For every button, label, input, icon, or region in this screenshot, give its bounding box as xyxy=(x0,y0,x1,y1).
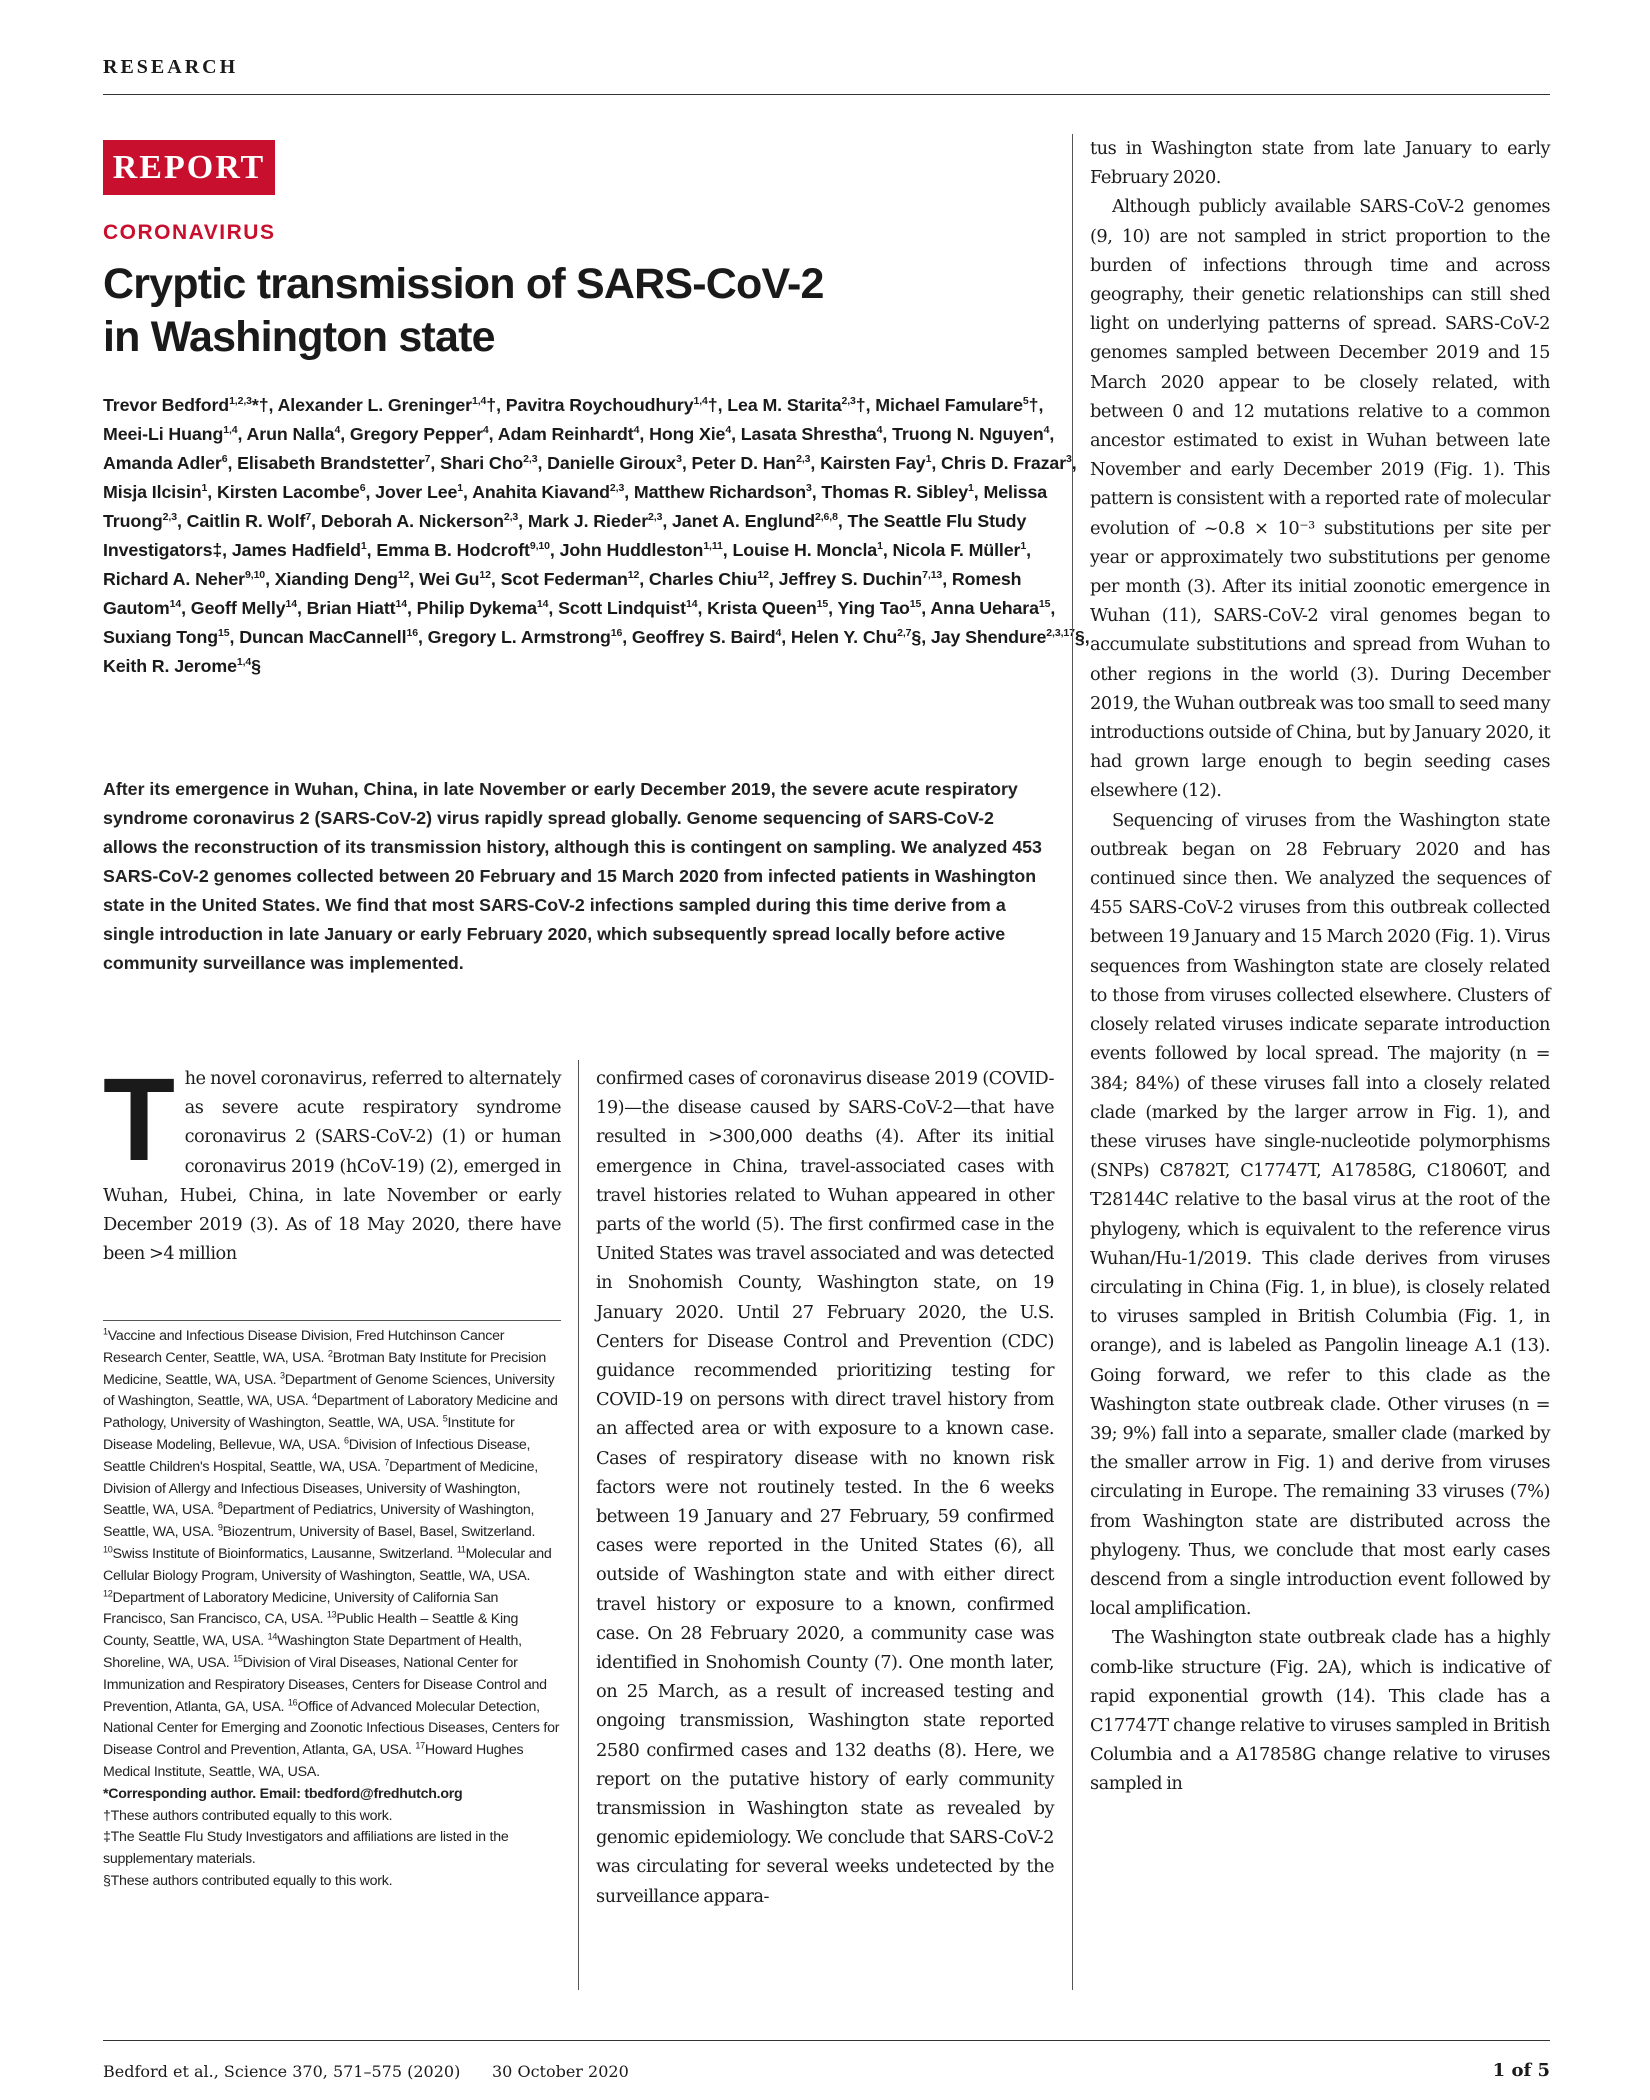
author-name: Anahita Kiavand xyxy=(472,482,610,502)
affiliation-text: Division of Viral Diseases, National Center for Immunization and Respiratory Diseases, Centers for Disease Control and Prevention, Atlanta, GA, USA. xyxy=(103,1654,547,1715)
author-affiliation-marker: 3 xyxy=(805,482,812,495)
author-name: Duncan MacCannell xyxy=(239,627,407,647)
author-affiliation-marker: 14 xyxy=(285,598,297,611)
column-rule xyxy=(578,1060,579,1990)
affiliation-number: 6 xyxy=(343,1435,349,1446)
author-name: Geoffrey S. Baird xyxy=(631,627,776,647)
author-name: Geoff Melly xyxy=(190,598,286,618)
author-affiliation-marker: 1,4 xyxy=(236,656,252,669)
section-label: RESEARCH xyxy=(103,56,239,78)
author-affiliation-marker: 3 xyxy=(676,453,682,466)
affiliation-text: Brotman Baty Institute for Precision Medicine, Seattle, WA, USA. xyxy=(103,1349,547,1388)
author-affiliation-marker: 6 xyxy=(221,453,228,466)
author-name: Jay Shendure xyxy=(930,627,1047,647)
author-name: Misja Ilcisin xyxy=(103,482,202,502)
author-note-marker: ‡ xyxy=(212,540,223,560)
author-affiliation-marker: 2,3 xyxy=(523,453,538,466)
author-name: Kairsten Fay xyxy=(820,453,926,473)
author-name: James Hadfield xyxy=(231,540,361,560)
affiliation-text: Department of Pediatrics, University of Washington, Seattle, WA, USA. xyxy=(103,1502,535,1541)
author-name: Richard A. Neher xyxy=(103,569,246,589)
body-paragraph: tus in Washington state from late January to early February 2020. xyxy=(1090,138,1550,189)
author-name: Ying Tao xyxy=(837,598,910,618)
affiliation-text: Biozentrum, University of Basel, Basel, Switzerland. xyxy=(222,1524,536,1541)
author-affiliation-marker: 3 xyxy=(1066,453,1072,466)
affiliation-text: Washington State Department of Health, Shoreline, WA, USA. xyxy=(103,1633,522,1671)
affiliation-number: 2 xyxy=(327,1348,333,1359)
author-name: Romesh Gautom xyxy=(103,569,1022,618)
affiliation-number: 14 xyxy=(267,1631,278,1642)
affiliation-number: 16 xyxy=(287,1696,298,1707)
author-name: Pavitra Roychoudhury xyxy=(505,395,694,415)
author-affiliation-marker: 7 xyxy=(424,453,431,466)
author-affiliation-marker: 2,3,17 xyxy=(1046,627,1075,640)
author-affiliation-marker: 1,11 xyxy=(703,540,723,553)
author-affiliation-marker: 15 xyxy=(816,598,829,611)
body-column-1 xyxy=(103,1054,561,1268)
affiliation-text: Office of Advanced Molecular Detection, National Center for Emerging and Zoonotic Infectious Diseases, Centers for Disease Control and Prevention, Atlanta, GA, USA. xyxy=(103,1698,560,1759)
affiliation-text: Public Health – Seattle & King County, Seattle, WA, USA. xyxy=(103,1611,519,1650)
author-note-marker: § xyxy=(251,656,261,676)
author-name: Lasata Shrestha xyxy=(740,424,877,444)
affiliations-footnote xyxy=(103,1326,563,1893)
author-name: Mark J. Rieder xyxy=(527,511,649,531)
author-note-marker: † xyxy=(486,395,497,415)
affiliation-rule xyxy=(103,1320,561,1321)
author-name: Scot Federman xyxy=(500,569,628,589)
author-note-marker: † xyxy=(1028,395,1039,415)
author-affiliation-marker: 15 xyxy=(1038,598,1051,611)
author-name: Suxiang Tong xyxy=(103,627,219,647)
author-affiliation-marker: 1 xyxy=(457,482,464,495)
author-name: Scott Lindquist xyxy=(558,598,686,618)
author-affiliation-marker: 4 xyxy=(482,424,489,437)
author-name: Michael Famulare xyxy=(875,395,1023,415)
drop-cap: T xyxy=(103,1054,175,1186)
affiliation-number: 9 xyxy=(217,1522,223,1533)
affiliation-text: Institute for Disease Modeling, Bellevue, WA, USA. xyxy=(103,1415,515,1453)
body-paragraph: confirmed cases of coronavirus disease 2019 (COVID-19)—the disease caused by SARS-CoV-2—that have resulted in >300,000 deaths (4). After its initial emergence in China, travel-associated cases with travel histories related to Wuhan appeared in other parts of the world (5). The first confirmed case in the United States was travel associated and was detected in Snohomish County, Washington state, on 19 January 2020. Until 27 February 2020, the U.S. Centers for Disease Control and Prevention (CDC) guidance recommended prioritizing testing for COVID-19 on persons with direct travel history from an affected area or with exposure to a known case. Cases of respiratory disease with no known risk factors were not routinely tested. In the 6 weeks between 19 January and 27 February, 59 confirmed cases were reported in the United States (6), all outside of Washington state and with either direct travel history or exposure to a known, confirmed case. On 28 February 2020, a community case was identified in Snohomish County (7). One month later, on 25 March, as a result of increased testing and ongoing transmission, Washington state reported 2580 confirmed cases and 132 deaths (8). Here, we report on the putative history of early community transmission in Washington state as revealed by genomic epidemiology. We conclude that SARS-CoV-2 was circulating for several weeks undetected by the surveillance appara- xyxy=(596,1068,1054,1907)
author-affiliation-marker: 1 xyxy=(201,482,208,495)
author-name: Xianding Deng xyxy=(274,569,398,589)
author-affiliation-marker: 1 xyxy=(877,540,883,553)
author-affiliation-marker: 7 xyxy=(305,511,312,524)
author-affiliation-marker: 2,7 xyxy=(897,627,912,640)
author-name: The Seattle Flu Study Investigators xyxy=(103,511,1027,560)
author-name: Krista Queen xyxy=(707,598,817,618)
author-name: Gregory L. Armstrong xyxy=(427,627,611,647)
affiliation-text: Swiss Institute of Bioinformatics, Lausanne, Switzerland. xyxy=(112,1545,457,1562)
affiliation-number: 5 xyxy=(442,1413,448,1424)
affiliation-text: Molecular and Cellular Biology Program, University of Washington, Seattle, WA, USA. xyxy=(103,1545,552,1584)
author-affiliation-marker: 1 xyxy=(360,540,367,553)
affiliation-number: 12 xyxy=(103,1587,113,1598)
author-affiliation-marker: 4 xyxy=(633,424,640,437)
author-affiliation-marker: 2,3 xyxy=(796,453,811,466)
affiliation-text: Division of Infectious Disease, Seattle Children's Hospital, Seattle, WA, USA. xyxy=(103,1436,531,1475)
footer-rule xyxy=(103,2040,1550,2041)
affiliation-text: Department of Medicine, Division of Allergy and Infectious Diseases, University of Washington, Seattle, WA, USA. xyxy=(103,1458,538,1519)
affiliation-number: 3 xyxy=(279,1369,285,1380)
author-name: Keith R. Jerome xyxy=(103,656,237,676)
author-note-marker: § xyxy=(1074,627,1085,647)
author-affiliation-marker: 9,10 xyxy=(529,540,550,553)
author-name: Lea M. Starita xyxy=(727,395,842,415)
affiliation-number: 8 xyxy=(217,1500,223,1511)
article-title: Cryptic transmission of SARS-CoV-2 in Washington state xyxy=(103,260,824,361)
author-note-marker: § xyxy=(911,627,922,647)
author-name: Trevor Bedford xyxy=(103,395,230,415)
author-affiliation-marker: 14 xyxy=(395,598,407,611)
author-affiliation-marker: 4 xyxy=(334,424,341,437)
body-paragraph: Sequencing of viruses from the Washington state outbreak began on 28 February 2020 and has continued since then. We analyzed the sequences of 455 SARS-CoV-2 viruses from this outbreak collected between 19 January and 15 March 2020 (Fig. 1). Virus sequences from Washington state are closely related to those from viruses collected elsewhere. Clusters of closely related viruses indicate separate introduction events followed by local spread. The majority (n = 384; 84%) of these viruses fall into a closely related clade (marked by the larger arrow in Fig. 1), and these viruses have single-nucleotide polymorphisms (SNPs) C8782T, C17747T, A17858G, C18060T, and T28144C relative to the basal virus at the root of the phylogeny, which is equivalent to the reference virus Wuhan/Hu-1/2019. This clade derives from viruses circulating in China (Fig. 1, in blue), is closely related to viruses sampled in British Columbia (Fig. 1, in orange), and is labeled as Pangolin lineage A.1 (13). Going forward, we refer to this clade as the Washington state outbreak clade. Other viruses (n = 39; 9%) fall into a separate, smaller clade (marked by the smaller arrow in Fig. 1) and derive from viruses circulating in Europe. The remaining 33 viruses (7%) from Washington state are distributed across the phylogeny. Thus, we conclude that most early cases descend from a single introduction event followed by local amplification. xyxy=(1090,809,1550,1620)
author-name: Truong N. Nguyen xyxy=(892,424,1044,444)
author-name: Nicola F. Müller xyxy=(892,540,1021,560)
author-affiliation-marker: 4 xyxy=(725,424,732,437)
author-name: Alexander L. Greninger xyxy=(277,395,472,415)
author-note-marker: † xyxy=(707,395,718,415)
author-note-marker: † xyxy=(855,395,866,415)
author-affiliation-marker: 2,3 xyxy=(162,511,177,524)
abstract: After its emergence in Wuhan, China, in late November or early December 2019, the severe acute respiratory syndrome coronavirus 2 (SARS-CoV-2) virus rapidly spread globally. Genome sequencing of SARS-CoV-2 allows the reconstruction of its transmission history, although this is contingent on sampling. We analyzed 453 SARS-CoV-2 genomes collected between 20 February and 15 March 2020 from infected patients in Washington state in the United States. We find that most SARS-CoV-2 infections sampled during this time derive from a single introduction in late January or early February 2020, which subsequently spread locally before active community surveillance was implemented. xyxy=(103,779,1042,973)
author-name: Janet A. Englund xyxy=(672,511,815,531)
author-affiliation-marker: 7,13 xyxy=(922,569,943,582)
body-paragraph: The Washington state outbreak clade has a highly comb-like structure (Fig. 2A), which is indicative of rapid exponential growth (14). This clade has a C17747T change relative to viruses sampled in British Columbia and a A17858G change relative to viruses sampled in xyxy=(1090,1627,1550,1795)
author-affiliation-marker: 1 xyxy=(1020,540,1027,553)
author-name: Charles Chiu xyxy=(648,569,758,589)
author-affiliation-marker: 9,10 xyxy=(245,569,266,582)
author-name: Amanda Adler xyxy=(103,453,222,473)
author-name: Meei-Li Huang xyxy=(103,424,224,444)
author-affiliation-marker: 16 xyxy=(406,627,418,640)
author-name: Hong Xie xyxy=(649,424,726,444)
author-name: Anna Uehara xyxy=(930,598,1039,618)
author-name: Louise H. Moncla xyxy=(732,540,878,560)
body-paragraph: Although publicly available SARS-CoV-2 genomes (9, 10) are not sampled in strict proportion to the burden of infections through time and across geography, their genetic relationships can still shed light on underlying patterns of spread. SARS-CoV-2 genomes sampled between December 2019 and 15 March 2020 appear to be closely related, with between 0 and 12 mutations relative to a common ancestor estimated to exist in Wuhan between late November and early December 2019 (Fig. 1). This pattern is consistent with a reported rate of molecular evolution of ~0.8 × 10⁻³ substitutions per site per year or approximately two substitutions per genome per month (3). After its initial zoonotic emergence in Wuhan (11), SARS-CoV-2 viral genomes began to accumulate substitutions and spread from Wuhan to other regions in the world (3). During December 2019, the Wuhan outbreak was too small to seed many introductions outside of China, but by January 2020, it had grown large enough to begin seeding cases elsewhere (12). xyxy=(1090,196,1550,802)
affiliation-list xyxy=(103,1326,563,1784)
author-name: Wei Gu xyxy=(419,569,480,589)
footer-citation: Bedford et al., Science 370, 571–575 (2020) xyxy=(103,2062,461,2081)
corresponding-author: *Corresponding author. Email: tbedford@fredhutch.org xyxy=(103,1785,463,1802)
author-name: Adam Reinhardt xyxy=(497,424,634,444)
affiliation-number: 7 xyxy=(384,1457,390,1468)
author-affiliation-marker: 1,4 xyxy=(223,424,238,437)
report-badge: REPORT xyxy=(103,140,275,195)
author-name: Emma B. Hodcroft xyxy=(376,540,530,560)
footnote-dagger: †These authors contributed equally to this work. xyxy=(103,1807,393,1824)
author-name: Peter D. Han xyxy=(691,453,797,473)
author-list: Trevor Bedford$^{1,2,3}$*†, Alexander L. Greninger$^{1,4}$†, Pavitra Roychoudhury$^{1,4}$†, Lea M. Starita$^{2,3}$†, Michael Famulare$^5$†, Meei-Li Huang$^{1,4}$, Arun Nalla$^4$, Gregory Pepper$^4$, Adam Reinhardt$^4$, Hong Xie$^4$, Lasata Shrestha$^4$, Truong N. Nguyen$^4$, Amanda Adler$^6$, Elisabeth Brandstetter$^7$, Shari Cho$^{2,3}$, Danielle Giroux$^3$, Peter D. Han$^{2,3}$, Kairsten Fay$^1$, Chris D. Frazar$^3$, Misja Ilcisin$^1$, Kirsten Lacombe$^6$, Jover Lee$^1$, Anahita Kiavand$^{2,3}$, Matthew Richardson$^3$, Thomas R. Sibley$^1$, Melissa Truong$^{2,3}$, Caitlin R. Wolf$^7$, Deborah A. Nickerson$^{2,3}$, Mark J. Rieder$^{2,3}$, Janet A. Englund$^{2,6,8}$, The Seattle Flu Study Investigators‡, James Hadfield$^1$, Emma B. Hodcroft$^{9,10}$, John Huddleston$^{1,11}$, Louise H. Moncla$^1$, Nicola F. Müller$^1$, Richard A. Neher$^{9,10}$, Xianding Deng$^{12}$, Wei Gu$^{12}$, Scot Federman$^{12}$, Charles Chiu$^{12}$, Jeffrey S. Duchin$^{7,13}$, Romesh Gautom$^{14}$, Geoff Melly$^{14}$, Brian Hiatt$^{14}$, Philip Dykema$^{14}$, Scott Lindquist$^{14}$, Krista Queen$^{15}$, Ying Tao$^{15}$, Anna Uehara$^{15}$, Suxiang Tong$^{15}$, Duncan MacCannell$^{16}$, Gregory L. Armstrong$^{16}$, Geoffrey S. Baird$^4$, Helen Y. Chu$^{2,7}$§, Jay Shendure$^{2,3,17}$§, Keith R. Jerome$^{1,4}$§ xyxy=(103,395,1090,676)
author-name: Arun Nalla xyxy=(246,424,335,444)
author-name: John Huddleston xyxy=(559,540,704,560)
author-name: Kirsten Lacombe xyxy=(216,482,360,502)
author-name: Jover Lee xyxy=(375,482,458,502)
author-affiliation-marker: 12 xyxy=(397,569,410,582)
page-number: 1 of 5 xyxy=(1492,2060,1550,2081)
author-affiliation-marker: 2,6,8 xyxy=(814,511,838,524)
column-rule xyxy=(1072,134,1073,1990)
author-affiliation-marker: 4 xyxy=(775,627,782,640)
footer-date: 30 October 2020 xyxy=(492,2062,629,2081)
header-rule xyxy=(103,94,1550,95)
affiliation-number: 10 xyxy=(103,1544,113,1555)
author-name: Matthew Richardson xyxy=(633,482,806,502)
author-name: Elisabeth Brandstetter xyxy=(237,453,425,473)
author-affiliation-marker: 1,4 xyxy=(693,395,708,408)
author-note-marker: *† xyxy=(251,395,269,415)
author-name: Helen Y. Chu xyxy=(790,627,898,647)
author-name: Deborah A. Nickerson xyxy=(320,511,504,531)
author-affiliation-marker: 1,4 xyxy=(472,395,487,408)
affiliation-number: 17 xyxy=(415,1740,425,1751)
affiliation-text: Department of Laboratory Medicine, University of California San Francisco, San Francisco, CA, USA. xyxy=(103,1589,499,1628)
author-affiliation-marker: 1,2,3 xyxy=(229,395,252,408)
author-name: Danielle Giroux xyxy=(547,453,677,473)
author-affiliation-marker: 4 xyxy=(1043,424,1050,437)
author-affiliation-marker: 12 xyxy=(757,569,769,582)
author-name: Gregory Pepper xyxy=(349,424,483,444)
author-name: Brian Hiatt xyxy=(306,598,396,618)
category-label: CORONAVIRUS xyxy=(103,221,276,244)
author-name: Chris D. Frazar xyxy=(941,453,1067,473)
footnote-double-dagger: ‡The Seattle Flu Study Investigators and affiliations are listed in the supplementary materials. xyxy=(103,1829,509,1868)
author-affiliation-marker: 15 xyxy=(218,627,230,640)
author-affiliation-marker: 1 xyxy=(968,482,974,495)
author-name: Melissa Truong xyxy=(103,482,1048,531)
author-affiliation-marker: 2,3 xyxy=(841,395,856,408)
author-name: Jeffrey S. Duchin xyxy=(778,569,923,589)
author-affiliation-marker: 4 xyxy=(876,424,883,437)
affiliation-number: 1 xyxy=(103,1326,108,1337)
author-name: Caitlin R. Wolf xyxy=(186,511,306,531)
body-column-3 xyxy=(1090,134,1550,1799)
footnote-section: §These authors contributed equally to this work. xyxy=(103,1872,393,1889)
author-name: Philip Dykema xyxy=(416,598,537,618)
author-affiliation-marker: 14 xyxy=(536,598,549,611)
author-affiliation-marker: 16 xyxy=(610,627,623,640)
author-affiliation-marker: 1 xyxy=(925,453,932,466)
affiliation-number: 15 xyxy=(233,1653,243,1664)
author-affiliation-marker: 6 xyxy=(359,482,366,495)
author-affiliation-marker: 14 xyxy=(169,598,182,611)
author-affiliation-marker: 5 xyxy=(1022,395,1029,408)
author-affiliation-marker: 12 xyxy=(627,569,640,582)
body-paragraph: he novel coronavirus, referred to alternately as severe acute respiratory syndrome coronavirus 2 (SARS-CoV-2) (1) or human coronavirus 2019 (hCoV-19) (2), emerged in Wuhan, Hubei, China, in late November or early December 2019 (3). As of 18 May 2020, there have been >4 million xyxy=(103,1068,561,1265)
affiliation-text: Department of Laboratory Medicine and Pathology, University of Washington, Seattle, WA, USA. xyxy=(103,1393,558,1432)
author-affiliation-marker: 15 xyxy=(909,598,922,611)
author-affiliation-marker: 12 xyxy=(479,569,491,582)
affiliation-text: Vaccine and Infectious Disease Division, Fred Hutchinson Cancer Research Center, Seattle, WA, USA. xyxy=(103,1328,505,1366)
author-name: Shari Cho xyxy=(440,453,524,473)
author-affiliation-marker: 2,3 xyxy=(503,511,519,524)
affiliation-number: 4 xyxy=(312,1391,317,1402)
author-affiliation-marker: 14 xyxy=(686,598,698,611)
affiliation-number: 11 xyxy=(456,1544,466,1555)
affiliation-text: Howard Hughes Medical Institute, Seattle, WA, USA. xyxy=(103,1742,524,1780)
author-name: Thomas R. Sibley xyxy=(821,482,969,502)
author-affiliation-marker: 2,3 xyxy=(609,482,625,495)
affiliation-text: Department of Genome Sciences, University of Washington, Seattle, WA, USA. xyxy=(103,1371,555,1410)
affiliation-number: 13 xyxy=(326,1609,337,1620)
body-column-2 xyxy=(596,1064,1054,1911)
author-affiliation-marker: 2,3 xyxy=(648,511,663,524)
